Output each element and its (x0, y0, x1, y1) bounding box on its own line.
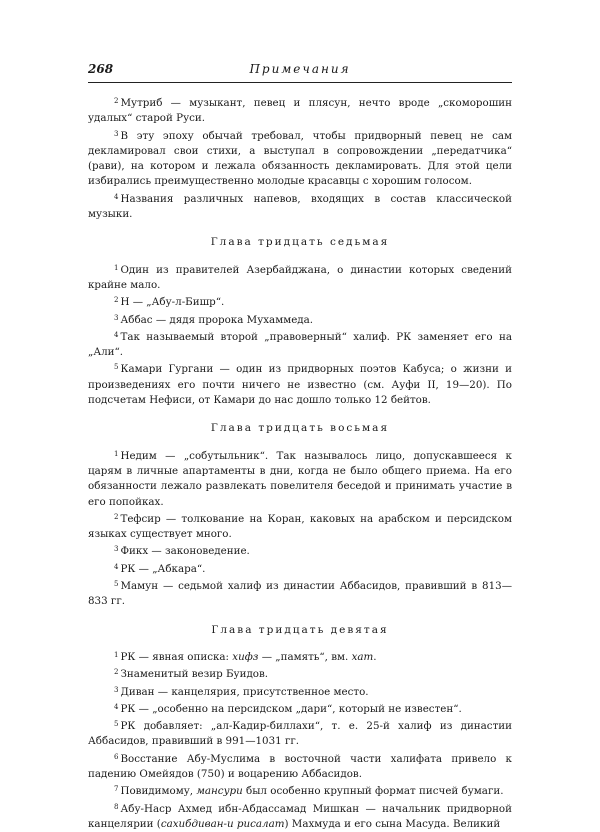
note: $^6$ Восстание Абу-Муслима в восточной части халифата привело к падению Омейядов (750) и воцарению Аббасидов. (88, 752, 512, 780)
note: $^4$ РК — „особенно на персидском „дари“, который не известен“. (114, 702, 462, 715)
page-number: 268 (88, 62, 114, 76)
note: $^3$ Диван — канцелярия, присутственное место. (114, 685, 369, 698)
note: $^1$ Недим — „собутыльник“. Так называлось лицо, допускавшееся к царям в личные апартаменты в дни, когда не было общего приема. На его обязанности лежало развлекать повелителя беседой и принимать участие в его попойках. (88, 449, 512, 508)
note: $^8$ Абу-Наср Ахмед ибн-Абдассамад Мишкан — начальник придворной канцелярии (сахибдиван-и рисалат) Махмуда и его сына Масуда. Великий (88, 802, 512, 830)
page-header (88, 62, 512, 82)
note: $^3$ В эту эпоху обычай требовал, чтобы придворный певец не сам декламировал свои стихи, а выступал в сопровождении „передатчика“ (рави), на котором и лежала обязанность декламировать. Для этой цели избирались преимущественно молодые красавцы с хорошим голосом. (88, 129, 512, 188)
section-heading-37: Глава тридцать седьмая (210, 236, 390, 249)
note: $^7$ Повидимому, мансури был особенно крупный формат писчей бумаги. (114, 785, 504, 798)
notes-body (88, 94, 512, 832)
note: $^5$ Мамун — седьмой халиф из династии Аббасидов, правивший в 813—833 гг. (88, 580, 512, 608)
running-title: Примечания (249, 62, 351, 76)
note: $^5$ РК добавляет: „ал-Кадир-биллахи“, т. е. 25-й халиф из династии Аббасидов, правивший в 991—1031 гг. (88, 720, 512, 748)
note: $^1$ РК — явная описка: хифз — „память“, вм. хат. (114, 650, 377, 663)
note: $^4$ Названия различных напевов, входящих в состав классической музыки. (88, 192, 512, 221)
note: $^4$ Так называемый второй „правоверный“ халиф. РК заменяет его на „Али“. (88, 330, 512, 359)
note: $^2$ Мутриб — музыкант, певец и плясун, нечто вроде „скоморошин удалых“ старой Руси. (88, 97, 512, 125)
note: $^3$ Фикх — законоведение. (114, 545, 250, 558)
note: $^2$ Знаменитый везир Буидов. (114, 668, 269, 681)
note: $^2$ Н — „Абу-л-Бишр“. (114, 296, 225, 309)
note: $^2$ Тефсир — толкование на Коран, каковых на арабском и персидском языках существует много. (88, 512, 512, 541)
section-heading-38: Глава тридцать восьмая (210, 422, 390, 435)
note: $^5$ Камари Гургани — один из придворных поэтов Кабуса; о жизни и произведениях его почти ничего не известно (см. Ауфи II, 19—20). По подсчетам Нефиси, от Камари до нас дошло только 12 бейтов. (88, 363, 512, 407)
note: $^4$ РК — „Абкара“. (114, 562, 206, 575)
section-heading-39: Глава тридцать девятая (211, 623, 389, 636)
note: $^3$ Аббас — дядя пророка Мухаммеда. (114, 313, 314, 326)
header-rule (88, 82, 512, 83)
note: $^1$ Один из правителей Азербайджана, о династии которых сведений крайне мало. (88, 263, 512, 291)
